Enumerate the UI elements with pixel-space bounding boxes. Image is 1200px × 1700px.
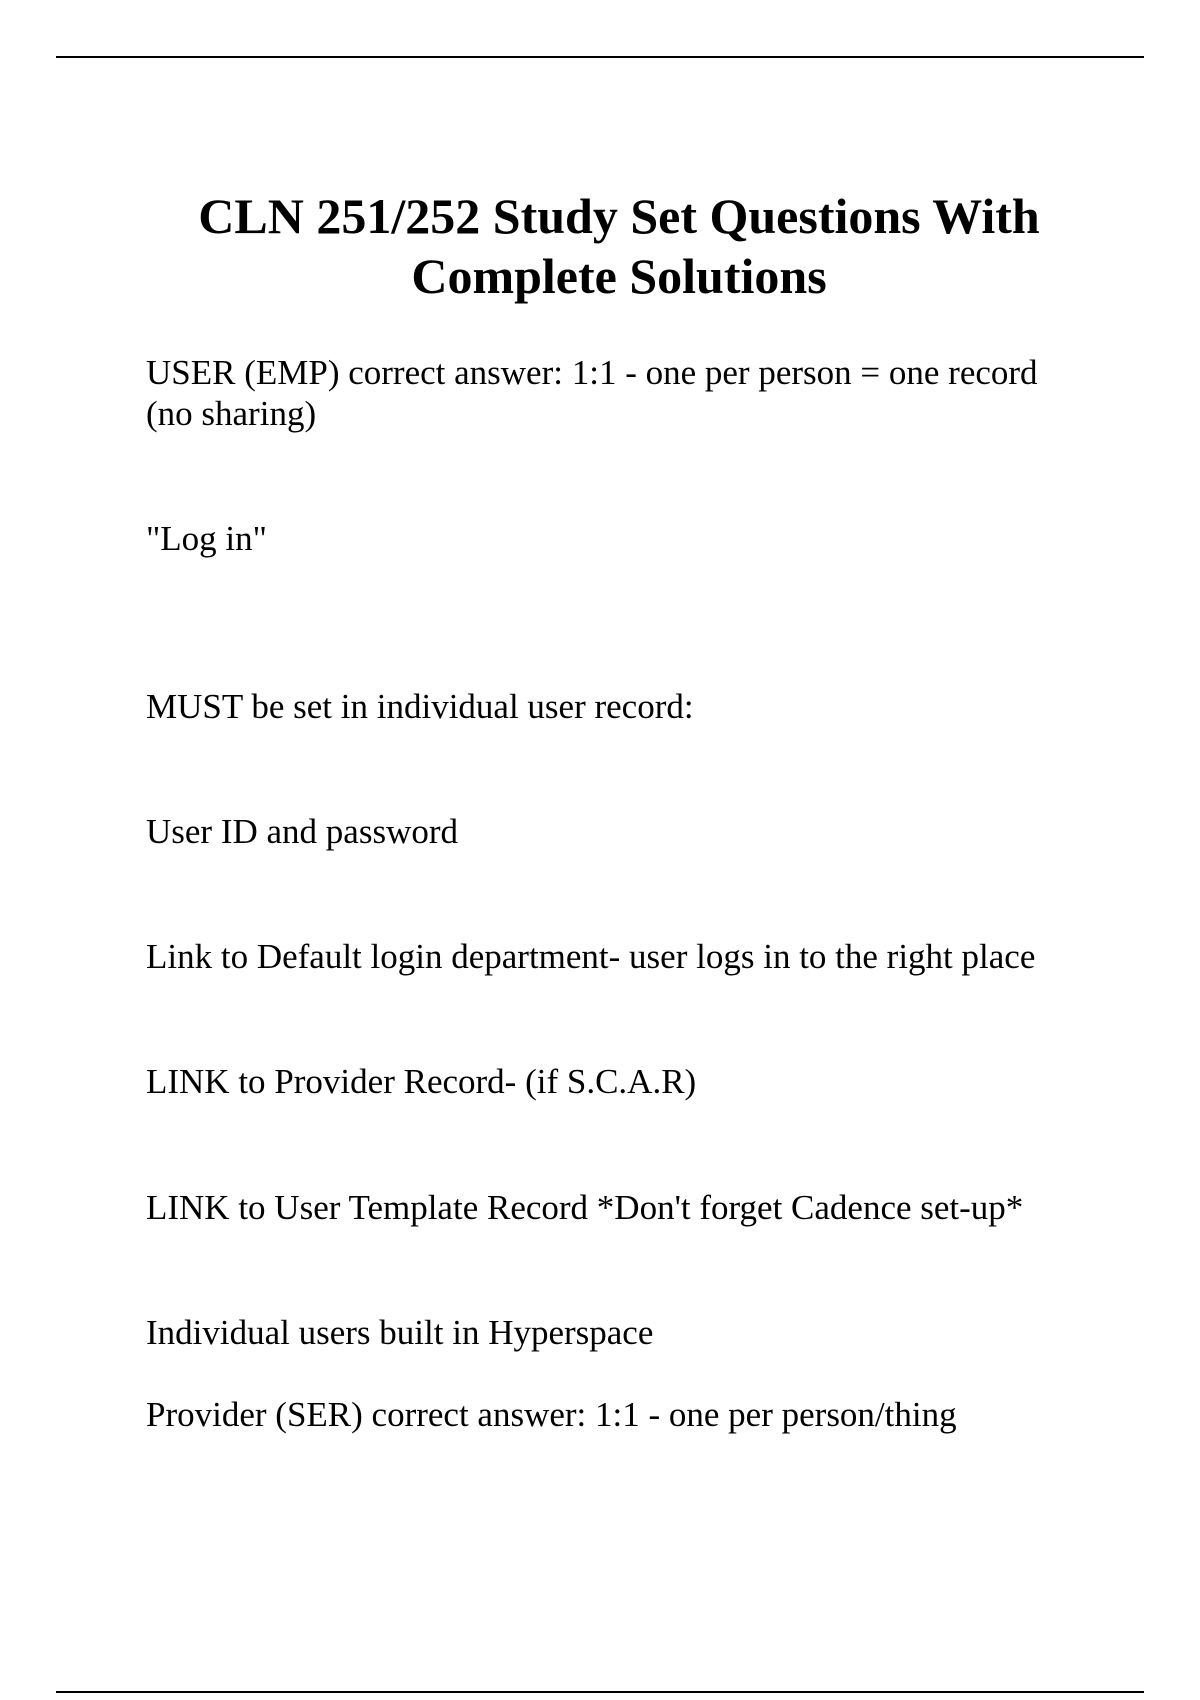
paragraph-provider-record: LINK to Provider Record- (if S.C.A.R)	[146, 1062, 697, 1101]
paragraph-must-be-set: MUST be set in individual user record:	[146, 687, 694, 726]
bottom-rule	[56, 1691, 1144, 1693]
title-line-1: CLN 251/252 Study Set Questions With	[198, 188, 1040, 244]
paragraph-log-in: "Log in"	[146, 519, 267, 558]
top-rule	[56, 56, 1144, 58]
title-line-2: Complete Solutions	[411, 248, 827, 304]
paragraph-user-id: User ID and password	[146, 812, 459, 851]
document-title	[80, 186, 1158, 306]
paragraph-user-emp: USER (EMP) correct answer: 1:1 - one per person = one record	[146, 353, 1038, 392]
paragraph-user-template: LINK to User Template Record *Don't forget Cadence set-up*	[146, 1188, 1024, 1227]
paragraph-hyperspace: Individual users built in Hyperspace	[146, 1313, 654, 1352]
paragraph-provider-ser: Provider (SER) correct answer: 1:1 - one per person/thing	[146, 1395, 957, 1434]
paragraph-default-login: Link to Default login department- user logs in to the right place	[146, 937, 1036, 976]
paragraph-no-sharing: (no sharing)	[146, 394, 317, 433]
